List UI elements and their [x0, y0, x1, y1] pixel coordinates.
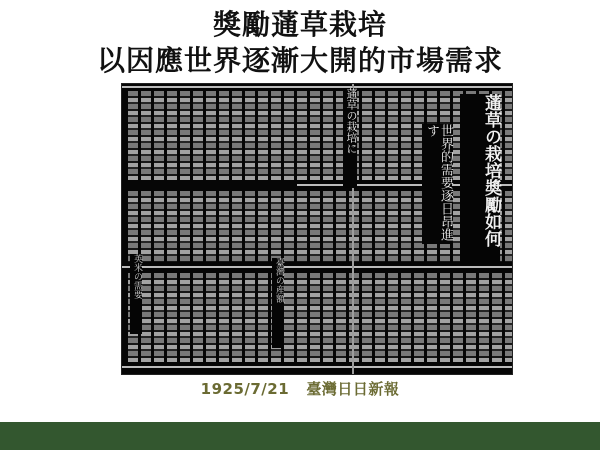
text-column [440, 273, 450, 362]
footer-bar [0, 422, 600, 450]
text-column [206, 191, 216, 262]
text-column [479, 273, 489, 362]
text-column [323, 91, 333, 180]
text-column [258, 91, 268, 180]
text-column [375, 91, 385, 180]
text-column [167, 91, 177, 180]
clipping-section-head: 英米の需要 [130, 254, 142, 334]
text-column [258, 191, 268, 262]
text-column [349, 273, 359, 362]
divider-line [122, 86, 512, 88]
text-column [310, 191, 320, 262]
text-column [505, 191, 512, 262]
clipping-section-head: 臺灣の産額 [272, 258, 284, 348]
text-column [245, 91, 255, 180]
text-column [505, 91, 512, 180]
text-column [180, 273, 190, 362]
text-column [323, 191, 333, 262]
clipping-headline: 蓪草の栽培奬勵如何 [460, 94, 500, 264]
text-column [336, 273, 346, 362]
text-column [193, 91, 203, 180]
text-column [245, 273, 255, 362]
text-column [310, 91, 320, 180]
divider-line [122, 266, 512, 268]
caption-source: 臺灣日日新報 [306, 380, 400, 398]
text-column [401, 273, 411, 362]
text-column [180, 191, 190, 262]
text-column [271, 91, 281, 180]
text-column [336, 191, 346, 262]
text-column [284, 191, 294, 262]
clipping-column-caption: 蓪草の栽培に [343, 88, 357, 188]
text-column [427, 273, 437, 362]
text-column [362, 273, 372, 362]
text-column [375, 191, 385, 262]
text-column [141, 91, 151, 180]
text-column [388, 91, 398, 180]
text-column [414, 273, 424, 362]
text-column [232, 191, 242, 262]
text-column [193, 191, 203, 262]
text-column [362, 191, 372, 262]
text-column [258, 273, 268, 362]
text-column [388, 191, 398, 262]
text-column [141, 191, 151, 262]
clipping-subheadline: 世界的需要逐日昂進す [422, 124, 452, 244]
slide-title-line-2: 以因應世界逐漸大開的市場需求 [96, 44, 503, 77]
text-column [297, 191, 307, 262]
text-column [297, 91, 307, 180]
text-column [232, 91, 242, 180]
text-column [206, 273, 216, 362]
text-column [154, 91, 164, 180]
text-column [310, 273, 320, 362]
text-column [375, 273, 385, 362]
text-column [154, 191, 164, 262]
text-column [128, 191, 138, 262]
text-column [193, 273, 203, 362]
text-column [388, 273, 398, 362]
text-column [180, 91, 190, 180]
text-column [492, 273, 502, 362]
text-column [271, 191, 281, 262]
text-column [505, 273, 512, 362]
text-column [128, 91, 138, 180]
text-column [401, 191, 411, 262]
slide-title-line-1: 獎勵蓪草栽培 [212, 8, 387, 41]
text-column [167, 191, 177, 262]
text-column [284, 91, 294, 180]
text-column [219, 191, 229, 262]
text-column [323, 273, 333, 362]
caption-date: 1925/7/21 [200, 380, 290, 398]
divider-line [122, 366, 512, 368]
source-caption [0, 378, 600, 399]
text-column [362, 91, 372, 180]
text-column [349, 191, 359, 262]
text-column [154, 273, 164, 362]
text-column [232, 273, 242, 362]
text-column [219, 273, 229, 362]
text-column [453, 273, 463, 362]
newspaper-clipping-image [122, 84, 512, 374]
text-column [297, 273, 307, 362]
text-column [141, 273, 151, 362]
text-column [466, 273, 476, 362]
text-column [219, 91, 229, 180]
text-column [245, 191, 255, 262]
text-column [206, 91, 216, 180]
text-column [401, 91, 411, 180]
text-column [167, 273, 177, 362]
text-column [284, 273, 294, 362]
